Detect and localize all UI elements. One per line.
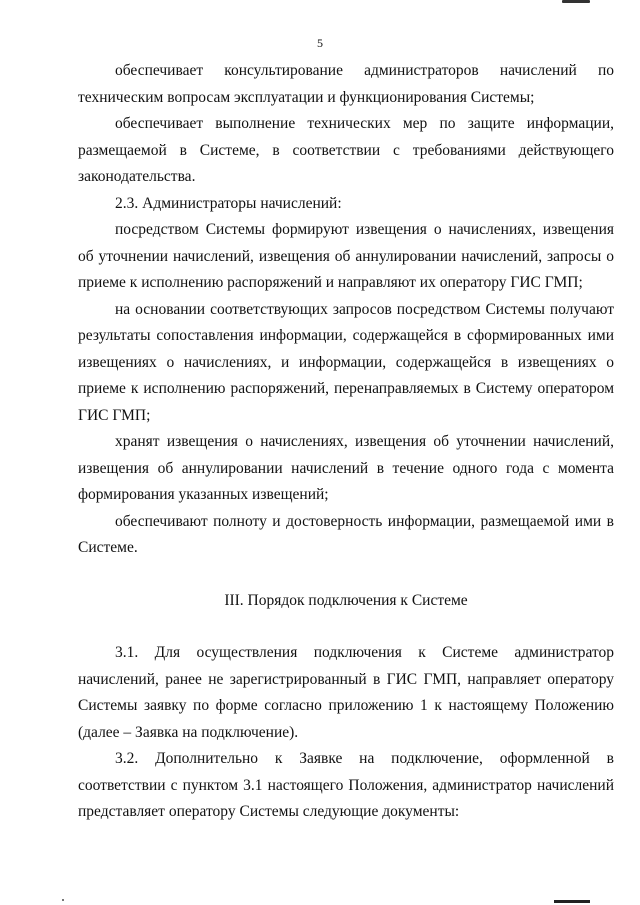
- page-number: 5: [317, 36, 323, 50]
- scan-mark-bottom-right: [554, 900, 590, 903]
- paragraph-store-notices: хранят извещения о начислениях, извещения об уточнении начислений, извещения об аннулировании начислений в течение одного года с момента формирования указанных извещений;: [78, 433, 614, 503]
- paragraph-receive-results: на основании соответствующих запросов посредством Системы получают результаты сопоставления информации, содержащейся в сформированных ими извещениях о начислениях, и информации, содержащейся в извещениях о приеме к исполнению распоряжений, перенаправляемых в Систему оператором ГИС ГМП;: [78, 300, 614, 424]
- scan-mark-bottom-left: [62, 899, 64, 901]
- subsection-heading-2-3: 2.3. Администраторы начислений:: [115, 194, 342, 212]
- scan-mark-top: [562, 0, 590, 3]
- section-title: III. Порядок подключения к Системе: [224, 591, 468, 609]
- document-body: [78, 58, 614, 826]
- paragraph-3-1: 3.1. Для осуществления подключения к Системе администратор начислений, ранее не зарегистрированный в ГИС ГМП, направляет оператору Системы заявку по форме согласно приложению 1 к настоящему Положению (далее – Заявка на подключение).: [78, 644, 614, 741]
- paragraph-form-notices: посредством Системы формируют извещения о начислениях, извещения об уточнении начислений, извещения об аннулировании начислений, запросы о приеме к исполнению распоряжений и направляют их оператору ГИС ГМП;: [78, 221, 614, 291]
- paragraph-security-measures: обеспечивает выполнение технических мер по защите информации, размещаемой в Системе, в соответствии с требованиями действующего законодательства.: [78, 115, 614, 185]
- paragraph-3-2: 3.2. Дополнительно к Заявке на подключение, оформленной в соответствии с пунктом 3.1 настоящего Положения, администратор начислений представляет оператору Системы следующие документы:: [78, 750, 614, 820]
- paragraph-admin-consulting: обеспечивает консультирование администраторов начислений по техническим вопросам эксплуатации и функционирования Системы;: [78, 62, 614, 106]
- paragraph-ensure-completeness: обеспечивают полноту и достоверность информации, размещаемой ими в Системе.: [78, 512, 614, 556]
